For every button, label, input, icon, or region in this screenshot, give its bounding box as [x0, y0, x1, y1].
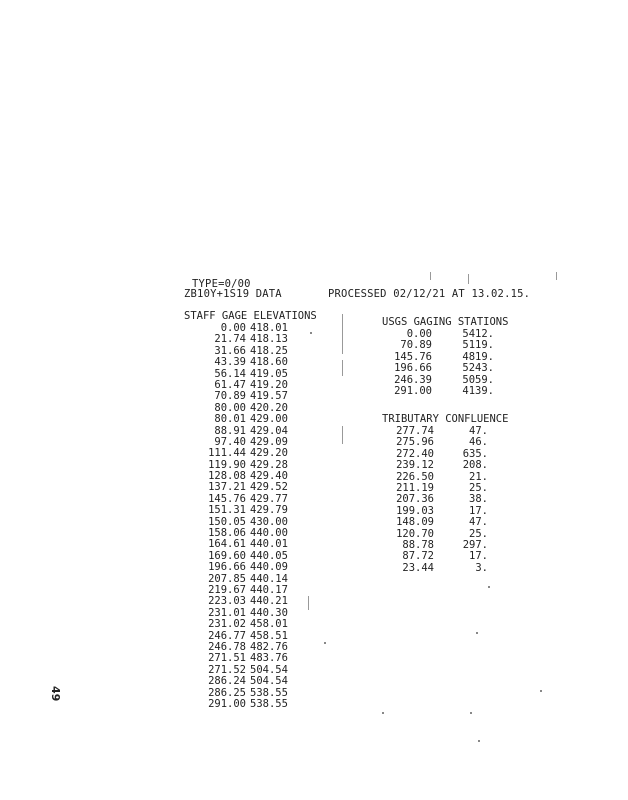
usgs-title: USGS GAGING STATIONS — [382, 316, 509, 328]
scan-mark — [468, 274, 469, 284]
staff-gage-station-cell: 80.00 — [214, 401, 246, 414]
staff-gage-value-cell: 429.00 — [250, 413, 288, 426]
staff-gage-station-cell: 145.76 — [208, 492, 246, 505]
scan-speck — [488, 586, 490, 588]
staff-gage-station-cell: 169.60 — [208, 549, 246, 562]
staff-gage-value-cell: 429.04 — [250, 424, 288, 437]
tributary-value-cell: 17. — [469, 550, 488, 563]
tributary-value-cell: 47. — [469, 425, 488, 437]
tributary-station-cell: 211.19 — [396, 481, 434, 494]
header-type-line: TYPE=0/00 — [192, 278, 251, 290]
staff-gage-station-cell: 164.61 — [208, 538, 246, 551]
staff-gage-table — [186, 323, 316, 710]
staff-gage-row — [186, 676, 316, 687]
staff-gage-station-cell: 151.31 — [208, 504, 246, 517]
tributary-station-cell: 148.09 — [396, 516, 434, 529]
staff-gage-value-cell: 429.20 — [250, 447, 288, 460]
staff-gage-title: STAFF GAGE ELEVATIONS — [184, 310, 317, 322]
staff-gage-station-cell: 158.06 — [208, 527, 246, 540]
tributary-station-cell: 239.12 — [396, 459, 434, 472]
scan-speck — [540, 690, 542, 692]
staff-gage-station-cell: 119.90 — [208, 458, 246, 471]
usgs-station-cell: 0.00 — [406, 328, 432, 340]
usgs-station-cell: 145.76 — [394, 350, 432, 363]
usgs-value-cell: 4819. — [462, 350, 494, 363]
tributary-station-cell: 226.50 — [396, 470, 434, 483]
usgs-row — [384, 363, 504, 374]
tributary-value-cell: 21. — [469, 470, 488, 483]
staff-gage-value-cell: 419.57 — [250, 390, 288, 403]
tributary-value-cell: 208. — [462, 459, 488, 472]
tributary-station-cell: 88.78 — [402, 538, 434, 551]
staff-gage-value-cell: 440.09 — [250, 561, 288, 574]
staff-gage-value-cell: 440.17 — [250, 583, 288, 596]
staff-gage-row — [186, 653, 316, 664]
staff-gage-station-cell: 231.02 — [208, 618, 246, 631]
tributary-title: TRIBUTARY CONFLUENCE — [382, 413, 509, 425]
tributary-station-cell: 207.36 — [396, 493, 434, 506]
staff-gage-station-cell: 0.00 — [220, 322, 246, 334]
tributary-value-cell: 25. — [469, 527, 488, 540]
staff-gage-value-cell: 418.01 — [250, 322, 288, 334]
tributary-value-cell: 3. — [475, 561, 488, 574]
staff-gage-value-cell: 538.55 — [250, 697, 288, 710]
usgs-value-cell: 5412. — [462, 328, 494, 340]
staff-gage-station-cell: 88.91 — [214, 424, 246, 437]
staff-gage-station-cell: 291.00 — [208, 697, 246, 710]
scan-mark — [308, 596, 309, 610]
staff-gage-station-cell: 56.14 — [214, 367, 246, 380]
staff-gage-value-cell: 429.77 — [250, 492, 288, 505]
usgs-table — [384, 329, 504, 397]
staff-gage-value-cell: 504.54 — [250, 675, 288, 688]
staff-gage-station-cell: 207.85 — [208, 572, 246, 585]
scan-mark — [342, 314, 343, 354]
staff-gage-value-cell: 418.60 — [250, 356, 288, 369]
scan-mark — [342, 360, 343, 376]
staff-gage-station-cell: 128.08 — [208, 470, 246, 483]
staff-gage-value-cell: 419.05 — [250, 367, 288, 380]
tributary-value-cell: 25. — [469, 481, 488, 494]
staff-gage-station-cell: 223.03 — [208, 595, 246, 608]
staff-gage-row — [186, 357, 316, 368]
staff-gage-station-cell: 111.44 — [208, 447, 246, 460]
staff-gage-station-cell: 271.52 — [208, 663, 246, 676]
staff-gage-row — [186, 619, 316, 630]
tributary-value-cell: 297. — [462, 538, 488, 551]
tributary-station-cell: 120.70 — [396, 527, 434, 540]
staff-gage-station-cell: 80.01 — [214, 413, 246, 426]
staff-gage-station-cell: 246.78 — [208, 640, 246, 653]
usgs-row — [384, 386, 504, 397]
staff-gage-row — [186, 448, 316, 459]
staff-gage-value-cell: 538.55 — [250, 686, 288, 699]
usgs-station-cell: 70.89 — [400, 339, 432, 352]
staff-gage-row — [186, 562, 316, 573]
usgs-station-cell: 196.66 — [394, 362, 432, 375]
usgs-value-cell: 5243. — [462, 362, 494, 375]
staff-gage-station-cell: 286.25 — [208, 686, 246, 699]
staff-gage-station-cell: 150.05 — [208, 515, 246, 528]
staff-gage-value-cell: 429.28 — [250, 458, 288, 471]
staff-gage-value-cell: 429.40 — [250, 470, 288, 483]
tributary-station-cell: 275.96 — [396, 436, 434, 449]
staff-gage-value-cell: 429.79 — [250, 504, 288, 517]
tributary-station-cell: 87.72 — [402, 550, 434, 563]
staff-gage-value-cell: 504.54 — [250, 663, 288, 676]
staff-gage-value-cell: 440.14 — [250, 572, 288, 585]
usgs-value-cell: 4139. — [462, 384, 494, 397]
staff-gage-station-cell: 43.39 — [214, 356, 246, 369]
staff-gage-station-cell: 70.89 — [214, 390, 246, 403]
staff-gage-row — [186, 505, 316, 516]
staff-gage-row — [186, 699, 316, 710]
scan-speck — [382, 712, 384, 714]
tributary-station-cell: 199.03 — [396, 504, 434, 517]
tributary-row — [384, 517, 504, 528]
staff-gage-value-cell: 483.76 — [250, 652, 288, 665]
scan-speck — [470, 712, 472, 714]
staff-gage-station-cell: 97.40 — [214, 435, 246, 448]
staff-gage-value-cell: 440.30 — [250, 606, 288, 619]
scan-mark — [556, 272, 557, 280]
staff-gage-value-cell: 419.20 — [250, 378, 288, 391]
tributary-value-cell: 47. — [469, 516, 488, 529]
staff-gage-station-cell: 231.01 — [208, 606, 246, 619]
tributary-table — [384, 426, 504, 574]
scan-speck — [478, 740, 480, 742]
tributary-row — [384, 563, 504, 574]
staff-gage-value-cell: 440.05 — [250, 549, 288, 562]
usgs-station-cell: 246.39 — [394, 373, 432, 386]
tributary-value-cell: 46. — [469, 436, 488, 449]
staff-gage-station-cell: 137.21 — [208, 481, 246, 494]
tributary-station-cell: 23.44 — [402, 561, 434, 574]
staff-gage-value-cell: 440.00 — [250, 527, 288, 540]
staff-gage-station-cell: 286.24 — [208, 675, 246, 688]
staff-gage-value-cell: 429.52 — [250, 481, 288, 494]
scan-speck — [310, 332, 312, 334]
staff-gage-value-cell: 458.01 — [250, 618, 288, 631]
staff-gage-row — [186, 414, 316, 425]
staff-gage-station-cell: 21.74 — [214, 333, 246, 346]
header-processed-line: PROCESSED 02/12/21 AT 13.02.15. — [328, 288, 531, 300]
staff-gage-station-cell: 271.51 — [208, 652, 246, 665]
usgs-value-cell: 5059. — [462, 373, 494, 386]
staff-gage-value-cell: 440.21 — [250, 595, 288, 608]
staff-gage-value-cell: 482.76 — [250, 640, 288, 653]
staff-gage-station-cell: 219.67 — [208, 583, 246, 596]
staff-gage-value-cell: 430.00 — [250, 515, 288, 528]
staff-gage-station-cell: 246.77 — [208, 629, 246, 642]
tributary-station-cell: 272.40 — [396, 447, 434, 460]
tributary-row — [384, 551, 504, 562]
header-data-line: ZB10Y+1S19 DATA — [184, 288, 282, 300]
tributary-value-cell: 38. — [469, 493, 488, 506]
staff-gage-value-cell: 429.09 — [250, 435, 288, 448]
usgs-station-cell: 291.00 — [394, 384, 432, 397]
staff-gage-value-cell: 420.20 — [250, 401, 288, 414]
staff-gage-station-cell: 31.66 — [214, 344, 246, 357]
staff-gage-value-cell: 418.25 — [250, 344, 288, 357]
scan-speck — [476, 632, 478, 634]
scan-speck — [324, 642, 326, 644]
scan-mark — [342, 426, 343, 444]
tributary-value-cell: 17. — [469, 504, 488, 517]
tributary-row — [384, 460, 504, 471]
tributary-station-cell: 277.74 — [396, 425, 434, 437]
page-number: 49 — [49, 686, 62, 702]
staff-gage-value-cell: 440.01 — [250, 538, 288, 551]
usgs-value-cell: 5119. — [462, 339, 494, 352]
staff-gage-station-cell: 61.47 — [214, 378, 246, 391]
staff-gage-station-cell: 196.66 — [208, 561, 246, 574]
tributary-value-cell: 635. — [462, 447, 488, 460]
scan-mark — [430, 272, 431, 280]
staff-gage-value-cell: 418.13 — [250, 333, 288, 346]
staff-gage-value-cell: 458.51 — [250, 629, 288, 642]
